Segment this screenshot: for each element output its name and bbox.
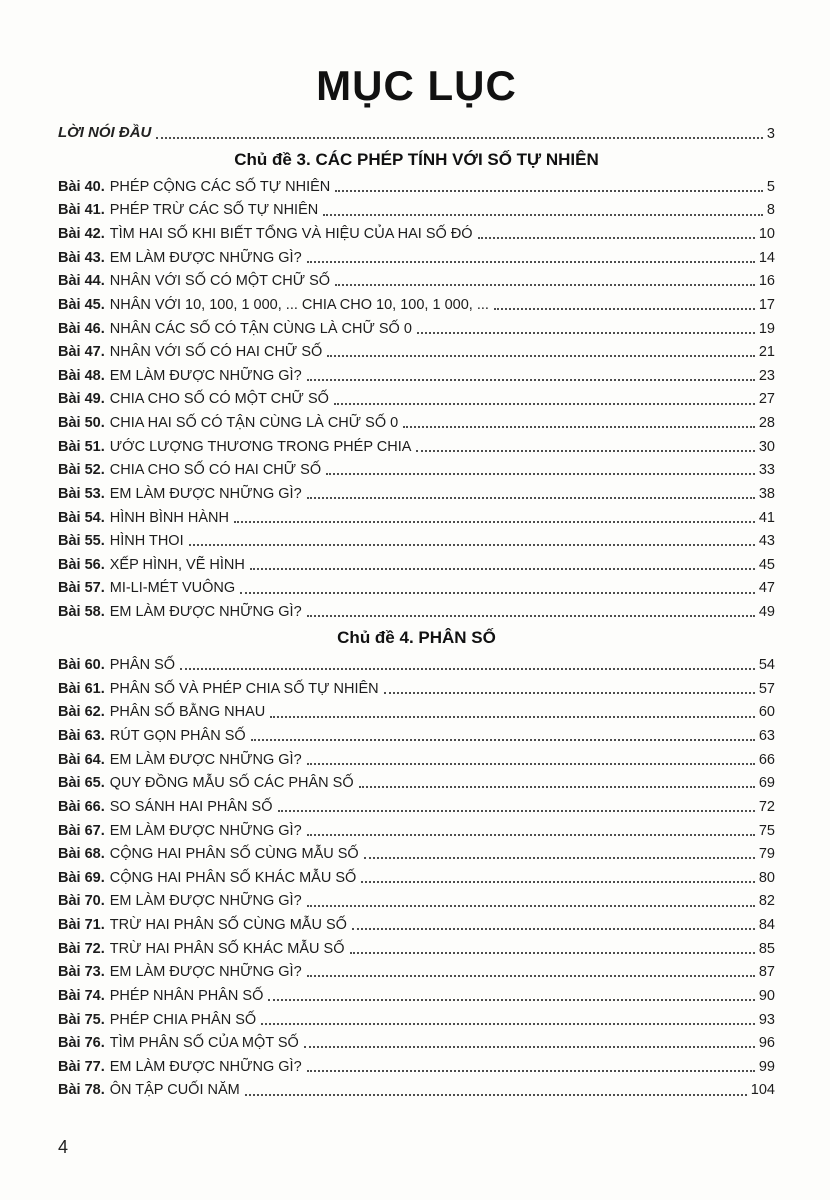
entry-label: Bài 50.	[58, 415, 105, 431]
dot-leader	[384, 692, 755, 694]
toc-entry	[58, 509, 775, 527]
entry-page-number: 54	[758, 657, 775, 674]
dot-leader	[307, 834, 755, 836]
entry-page-number: 14	[758, 249, 775, 266]
toc-entry	[58, 438, 775, 456]
toc-entry	[58, 727, 775, 745]
entry-title: CHIA HAI SỐ CÓ TẬN CÙNG LÀ CHỮ SỐ 0	[109, 415, 399, 431]
dot-leader	[307, 615, 755, 617]
entry-label: Bài 49.	[58, 391, 105, 408]
entry-title: HÌNH THOI	[109, 533, 184, 550]
entry-label: Bài 63.	[58, 728, 105, 744]
entry-page-number: 38	[758, 485, 775, 502]
dot-leader	[261, 1023, 755, 1025]
entry-title: EM LÀM ĐƯỢC NHỮNG GÌ?	[109, 367, 302, 384]
dot-leader	[270, 716, 755, 718]
entry-title: NHÂN VỚI SỐ CÓ HAI CHỮ SỐ	[109, 344, 323, 361]
entry-title: RÚT GỌN PHÂN SỐ	[109, 728, 246, 744]
entry-label: Bài 42.	[58, 226, 105, 242]
entry-page-number: 41	[758, 509, 775, 526]
toc-entry	[58, 414, 775, 432]
entry-page-number: 43	[758, 533, 775, 550]
entry-title: CHIA CHO SỐ CÓ MỘT CHỮ SỐ	[109, 391, 329, 408]
entry-label: Bài 76.	[58, 1035, 105, 1052]
entry-label: Bài 43.	[58, 249, 105, 266]
entry-title: EM LÀM ĐƯỢC NHỮNG GÌ?	[109, 822, 302, 839]
entry-page-number: 16	[758, 273, 775, 290]
entry-title: CHIA CHO SỐ CÓ HAI CHỮ SỐ	[109, 462, 322, 479]
dot-leader	[307, 975, 755, 977]
entry-title: PHÉP CHIA PHÂN SỐ	[109, 1011, 257, 1028]
entry-label: Bài 56.	[58, 556, 105, 573]
entry-page-number: 93	[758, 1011, 775, 1028]
dot-leader	[307, 261, 755, 263]
entry-label: Bài 68.	[58, 846, 105, 863]
dot-leader	[334, 403, 755, 405]
entry-label: Bài 67.	[58, 822, 105, 839]
toc-entry	[58, 556, 775, 574]
dot-leader	[307, 379, 755, 381]
dot-leader	[494, 308, 755, 310]
dot-leader	[180, 668, 755, 670]
dot-leader	[251, 739, 755, 741]
dot-leader	[364, 857, 755, 859]
entry-title: PHÂN SỐ BẰNG NHAU	[109, 704, 266, 721]
entry-label: Bài 55.	[58, 533, 105, 550]
dot-leader	[359, 786, 755, 788]
entry-page-number: 85	[758, 940, 775, 957]
dot-leader	[307, 905, 755, 907]
toc-entry	[58, 1058, 775, 1076]
toc-entry	[58, 579, 775, 597]
entry-label: Bài 51.	[58, 438, 105, 455]
entry-title: TÌM PHÂN SỐ CỦA MỘT SỐ	[109, 1035, 299, 1052]
toc-entry	[58, 320, 775, 338]
entry-page-number: 8	[766, 202, 775, 219]
toc-entry	[58, 703, 775, 721]
dot-leader	[326, 473, 755, 475]
toc-entry	[58, 774, 775, 792]
section-heading: Chủ đề 3. CÁC PHÉP TÍNH VỚI SỐ TỰ NHIÊN	[234, 149, 599, 169]
intro-label: LỜI NÓI ĐẦU	[58, 124, 152, 141]
dot-leader	[323, 214, 763, 216]
entry-label: Bài 48.	[58, 367, 105, 384]
entry-page-number: 27	[758, 391, 775, 408]
toc-intro-entry	[58, 124, 775, 143]
intro-page-number: 3	[766, 125, 775, 142]
entry-label: Bài 58.	[58, 604, 105, 620]
entry-title: MI-LI-MÉT VUÔNG	[109, 580, 236, 597]
entry-page-number: 45	[758, 556, 775, 573]
entry-title: SO SÁNH HAI PHÂN SỐ	[109, 798, 273, 815]
toc-entry	[58, 343, 775, 361]
entry-page-number: 104	[750, 1082, 775, 1099]
toc-entry	[58, 367, 775, 385]
entry-label: Bài 65.	[58, 775, 105, 792]
entry-label: Bài 44.	[58, 273, 105, 290]
toc-entry	[58, 1034, 775, 1052]
dot-leader	[240, 592, 755, 594]
dot-leader	[352, 928, 755, 930]
footer-page-number: 4	[58, 1137, 69, 1157]
dot-leader	[268, 999, 754, 1001]
toc-entry	[58, 656, 775, 674]
toc-entry	[58, 461, 775, 479]
entry-page-number: 75	[758, 822, 775, 839]
entry-label: Bài 62.	[58, 704, 105, 721]
entry-title: CỘNG HAI PHÂN SỐ CÙNG MẪU SỐ	[109, 846, 359, 863]
table-of-contents	[58, 124, 775, 1100]
toc-entry	[58, 798, 775, 816]
toc-entry	[58, 603, 775, 621]
dot-leader	[304, 1046, 755, 1048]
dot-leader	[307, 763, 755, 765]
entry-label: Bài 40.	[58, 178, 105, 195]
toc-entry	[58, 296, 775, 314]
entry-label: Bài 75.	[58, 1011, 105, 1028]
page-title: MỤC LỤC	[316, 62, 517, 109]
entry-page-number: 49	[758, 604, 775, 620]
entry-label: Bài 64.	[58, 751, 105, 768]
entry-page-number: 69	[758, 775, 775, 792]
entry-page-number: 21	[758, 344, 775, 361]
entry-page-number: 90	[758, 987, 775, 1004]
entry-title: EM LÀM ĐƯỢC NHỮNG GÌ?	[109, 964, 302, 981]
toc-entry	[58, 869, 775, 887]
entry-page-number: 23	[758, 367, 775, 384]
entry-title: EM LÀM ĐƯỢC NHỮNG GÌ?	[109, 893, 302, 910]
toc-entry	[58, 178, 775, 196]
toc-entry	[58, 892, 775, 910]
entry-page-number: 87	[758, 964, 775, 981]
entry-label: Bài 78.	[58, 1082, 105, 1099]
entry-title: PHÉP TRỪ CÁC SỐ TỰ NHIÊN	[109, 202, 319, 219]
entry-label: Bài 70.	[58, 893, 105, 910]
entry-page-number: 10	[758, 226, 775, 242]
entry-title: TRỪ HAI PHÂN SỐ KHÁC MẪU SỐ	[109, 940, 345, 957]
entry-label: Bài 60.	[58, 657, 105, 674]
entry-title: XẾP HÌNH, VẼ HÌNH	[109, 556, 245, 573]
entry-label: Bài 71.	[58, 917, 105, 933]
entry-page-number: 60	[758, 704, 775, 721]
entry-page-number: 84	[758, 917, 775, 933]
dot-leader	[189, 544, 755, 546]
toc-entry	[58, 1011, 775, 1029]
entry-label: Bài 54.	[58, 509, 105, 526]
toc-entry	[58, 751, 775, 769]
entry-title: EM LÀM ĐƯỢC NHỮNG GÌ?	[109, 604, 302, 620]
toc-entry	[58, 249, 775, 267]
dot-leader	[307, 1070, 755, 1072]
entry-title: ÔN TẬP CUỐI NĂM	[109, 1082, 240, 1099]
toc-entry	[58, 225, 775, 243]
dot-leader	[307, 497, 755, 499]
entry-title: CỘNG HAI PHÂN SỐ KHÁC MẪU SỐ	[109, 869, 357, 886]
toc-entry	[58, 201, 775, 219]
entry-title: TÌM HAI SỐ KHI BIẾT TỔNG VÀ HIỆU CỦA HAI SỐ ĐÓ	[109, 226, 473, 242]
entry-label: Bài 47.	[58, 344, 105, 361]
toc-entry	[58, 845, 775, 863]
toc-entry	[58, 987, 775, 1005]
dot-leader	[335, 190, 763, 192]
entry-label: Bài 57.	[58, 580, 105, 597]
entry-page-number: 17	[758, 296, 775, 313]
entry-label: Bài 61.	[58, 680, 105, 697]
dot-leader	[416, 450, 754, 452]
dot-leader	[327, 355, 755, 357]
entry-page-number: 66	[758, 751, 775, 768]
entry-page-number: 79	[758, 846, 775, 863]
dot-leader	[403, 426, 755, 428]
toc-entry	[58, 822, 775, 840]
entry-title: PHÂN SỐ	[109, 657, 176, 674]
entry-title: NHÂN CÁC SỐ CÓ TẬN CÙNG LÀ CHỮ SỐ 0	[109, 320, 412, 337]
entry-title: PHÂN SỐ VÀ PHÉP CHIA SỐ TỰ NHIÊN	[109, 680, 379, 697]
entry-label: Bài 77.	[58, 1058, 105, 1075]
entry-title: ƯỚC LƯỢNG THƯƠNG TRONG PHÉP CHIA	[109, 438, 412, 455]
entry-label: Bài 72.	[58, 940, 105, 957]
toc-entry	[58, 916, 775, 934]
toc-entry	[58, 940, 775, 958]
dot-leader	[245, 1094, 747, 1096]
entry-label: Bài 45.	[58, 296, 105, 313]
dot-leader	[361, 881, 755, 883]
toc-entry	[58, 272, 775, 290]
entry-page-number: 57	[758, 680, 775, 697]
entry-title: QUY ĐỒNG MẪU SỐ CÁC PHÂN SỐ	[109, 775, 354, 792]
toc-entry	[58, 485, 775, 503]
entry-label: Bài 52.	[58, 462, 105, 479]
entry-label: Bài 69.	[58, 869, 105, 886]
entry-title: HÌNH BÌNH HÀNH	[109, 509, 229, 526]
entry-page-number: 28	[758, 415, 775, 431]
entry-page-number: 82	[758, 893, 775, 910]
toc-entry	[58, 963, 775, 981]
entry-label: Bài 46.	[58, 320, 105, 337]
entry-label: Bài 41.	[58, 202, 105, 219]
entry-title: EM LÀM ĐƯỢC NHỮNG GÌ?	[109, 1058, 302, 1075]
entry-page-number: 5	[766, 178, 775, 195]
entry-page-number: 80	[758, 869, 775, 886]
entry-title: EM LÀM ĐƯỢC NHỮNG GÌ?	[109, 249, 302, 266]
dot-leader	[234, 521, 755, 523]
section-heading: Chủ đề 4. PHÂN SỐ	[337, 628, 496, 648]
entry-label: Bài 66.	[58, 798, 105, 815]
dot-leader	[156, 137, 763, 139]
dot-leader	[478, 237, 755, 239]
toc-entry	[58, 680, 775, 698]
toc-entry	[58, 390, 775, 408]
dot-leader	[335, 284, 755, 286]
toc-entry	[58, 532, 775, 550]
entry-page-number: 30	[758, 438, 775, 455]
dot-leader	[278, 810, 755, 812]
entry-label: Bài 73.	[58, 964, 105, 981]
entry-page-number: 96	[758, 1035, 775, 1052]
entry-title: NHÂN VỚI 10, 100, 1 000, ... CHIA CHO 10, 100, 1 000, ...	[109, 296, 489, 313]
dot-leader	[417, 332, 755, 334]
entry-title: EM LÀM ĐƯỢC NHỮNG GÌ?	[109, 751, 302, 768]
entry-page-number: 47	[758, 580, 775, 597]
dot-leader	[250, 568, 755, 570]
entry-page-number: 19	[758, 320, 775, 337]
entry-page-number: 72	[758, 798, 775, 815]
entry-label: Bài 53.	[58, 485, 105, 502]
dot-leader	[350, 952, 755, 954]
entry-title: PHÉP CỘNG CÁC SỐ TỰ NHIÊN	[109, 178, 331, 195]
entry-title: NHÂN VỚI SỐ CÓ MỘT CHỮ SỐ	[109, 273, 331, 290]
entry-label: Bài 74.	[58, 987, 105, 1004]
entry-title: TRỪ HAI PHÂN SỐ CÙNG MẪU SỐ	[109, 917, 347, 933]
entry-page-number: 33	[758, 462, 775, 479]
toc-entry	[58, 1081, 775, 1099]
entry-title: PHÉP NHÂN PHÂN SỐ	[109, 987, 264, 1004]
entry-page-number: 99	[758, 1058, 775, 1075]
entry-title: EM LÀM ĐƯỢC NHỮNG GÌ?	[109, 485, 302, 502]
entry-page-number: 63	[758, 728, 775, 744]
